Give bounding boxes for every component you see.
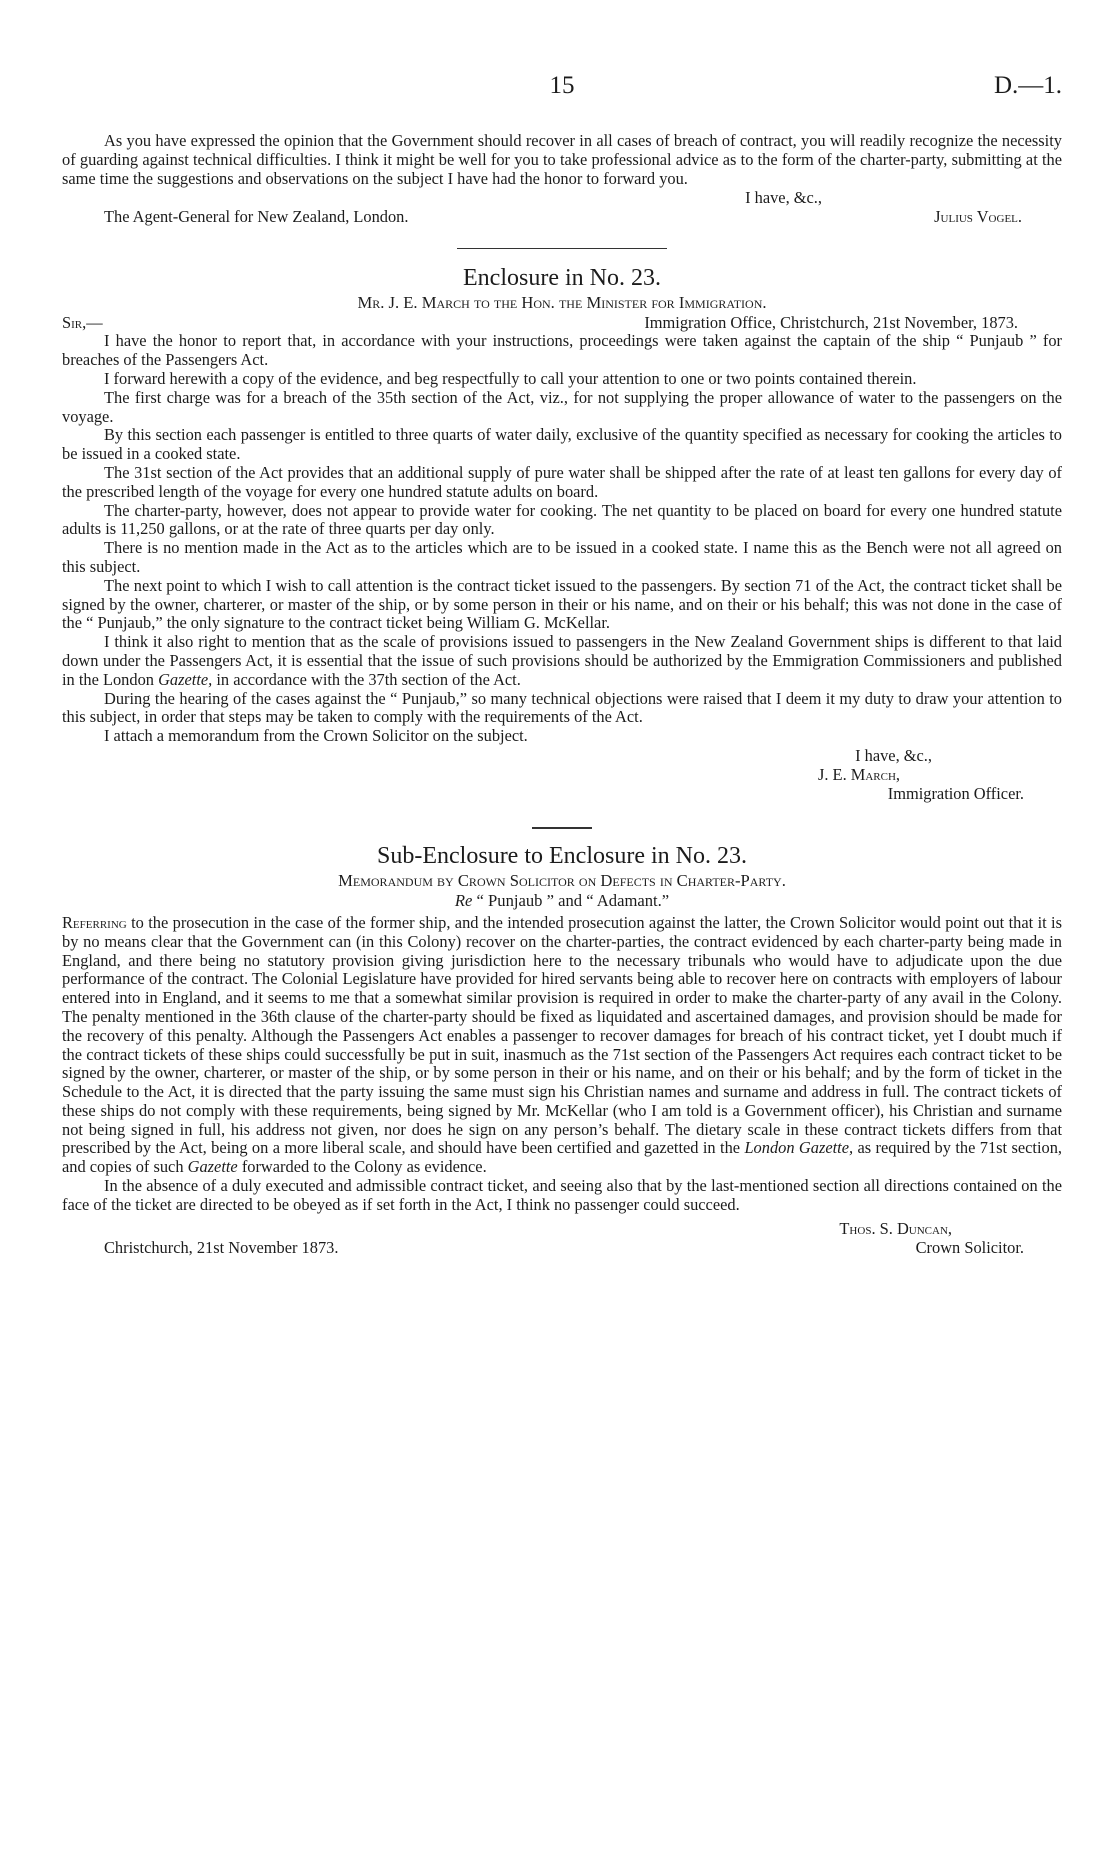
memorandum-place-date: Christchurch, 21st November 1873. — [104, 1237, 339, 1257]
enclosure-paragraph: By this section each passenger is entitled to three quarts of water daily, exclusive of the quantity specified as necessary for cooking the articles to be issued in a cooked state. — [62, 425, 1062, 464]
section-divider — [532, 827, 592, 829]
memorandum-paragraph: In the absence of a duly executed and admissible contract ticket, and seeing also that by the last-mentioned section all directions contained on the face of the ticket are directed to be obeyed as if set forth in the Act, I think no passenger could succeed. — [62, 1176, 1062, 1214]
intro-signature-row — [62, 207, 1062, 226]
memorandum-text: to the prosecution in the case of the former ship, and the intended prosecution against the latter, the Crown Solicitor would point out that it is by no means clear that the Government can (in this Colony) recover on the charter-parties, the contract evidenced by each charter-party being made in England, and there being no statutory provision giving jurisdiction here to the necessary tribunals who would have to adjudicate upon the due performance of the contract. The Colonial Legislature have provided for hired servants being able to recover here on contracts with employers of labour entered into in England, and it seems to me that a somewhat similar provision is required in order to make the charter-party of any avail in the Colony. The penalty mentioned in the 36th clause of the charter-party should be fixed as liquidated and ascertained damages, and provision should be made for the recovery of this penalty. Although the Passengers Act enables a passenger to recover damages for breach of his contract ticket, yet I doubt much if the contract tickets of these ships could successfully be put in suit, inasmuch as the 71st section of the Passengers Act requires each contract ticket to be signed by the owner, charterer, or master of the ship, or by some person in their or his name, and on their or his behalf; and by the form of ticket in the Schedule to the Act, it is directed that the party issuing the same must sign his Christian names and surname and address in full. The contract tickets of these ships do not comply with these requirements, being signed by Mr. McKellar (who I am told is a Government officer), his Christian and surname not being signed in full, his address not given, nor does he sign on any person’s behalf. The dietary scale in these contract tickets differs from that prescribed by the Act, being on a more liberal scale, and should have been certified and gazetted in the — [62, 912, 1062, 1158]
enclosure-salutation: Sir,— — [62, 313, 103, 333]
enclosure-paragraph: I have the honor to report that, in accordance with your instructions, proceedings were taken against the captain of the ship “ Punjaub ” for breaches of the Passengers Act. — [62, 331, 1062, 370]
gazette-italic: Gazette, — [158, 669, 213, 689]
enclosure-paragraph: There is no mention made in the Act as to the articles which are to be issued in a cooked state. I name this as the Bench were not all agreed on this subject. — [62, 538, 1062, 576]
enclosure-paragraph-tail: in accordance with the 37th section of the Act. — [212, 669, 521, 689]
memorandum-text: as required by the 71st section, and copies of such — [62, 1138, 1062, 1177]
document-page — [62, 72, 1062, 1257]
enclosure-paragraph: During the hearing of the cases against the “ Punjaub,” so many technical objections were raised that I deem it my duty to draw your attention to this subject, in order that steps may be taken to comply with the requirements of the Act. — [62, 688, 1062, 727]
intro-addressee: The Agent-General for New Zealand, London. — [104, 207, 409, 227]
enclosure-paragraph: The next point to which I wish to call attention is the contract ticket issued to the passengers. By section 71 of the Act, the contract ticket shall be signed by the owner, charterer, or master of the ship, or by some person in their or his name, and on their or his behalf; this was not done in the case of the “ Punjaub,” the only signature to the contract ticket being William G. McKellar. — [62, 575, 1062, 633]
intro-closing: I have, &c., — [745, 188, 822, 208]
enclosure-paragraph: I forward herewith a copy of the evidence, and beg respectfully to call your attention to one or two points contained therein. — [104, 368, 917, 388]
enclosure-paragraph-gazette — [62, 633, 1062, 689]
sub-enclosure-title: Sub-Enclosure to Enclosure in No. 23. — [377, 842, 747, 869]
memorandum-signature-title: Crown Solicitor. — [915, 1237, 1024, 1257]
re-text: “ Punjaub ” and “ Adamant.” — [472, 890, 670, 910]
london-gazette-italic: London Gazette, — [744, 1138, 854, 1158]
enclosure-paragraph: The first charge was for a breach of the 35th section of the Act, viz., for not supplying the proper allowance of water to the passengers on the voyage. — [62, 387, 1062, 426]
sub-enclosure-subtitle: Memorandum by Crown Solicitor on Defects in Charter-Party. — [338, 870, 786, 890]
re-label: Re — [454, 890, 473, 910]
sub-enclosure-re-line — [62, 891, 1062, 911]
memorandum-signature-row — [62, 1238, 1062, 1257]
page-number: 15 — [549, 72, 575, 99]
memorandum-signature: Thos. S. Duncan, — [839, 1218, 952, 1238]
enclosure-signature: J. E. March, — [817, 764, 900, 784]
intro-signature: Julius Vogel. — [934, 207, 1022, 227]
memorandum-text: forwarded to the Colony as evidence. — [237, 1157, 487, 1177]
enclosure-address-date: Immigration Office, Christchurch, 21st November, 1873. — [644, 313, 1018, 333]
enclosure-paragraph: The 31st section of the Act provides that an additional supply of pure water shall be shipped after the rate of at least ten gallons for every day of the prescribed length of the voyage for every one hundred statute adults on board. — [62, 462, 1062, 501]
enclosure-closing: I have, &c., — [855, 745, 932, 765]
memorandum-lead-word: Referring — [62, 912, 127, 932]
enclosure-title: Enclosure in No. 23. — [463, 265, 661, 292]
enclosure-signature-title: Immigration Officer. — [887, 783, 1024, 803]
intro-paragraph: As you have expressed the opinion that the Government should recover in all cases of breach of contract, you will readily recognize the necessity of guarding against technical difficulties. I think it might be well for you to take professional advice as to the form of the charter-party, submitting at the same time the suggestions and observations on the subject I have had the honor to forward you. — [62, 131, 1062, 188]
enclosure-paragraph: The charter-party, however, does not appear to provide water for cooking. The net quantity to be placed on board for every one hundred statute adults is 11,250 gallons, or at the rate of three quarts per day only. — [62, 500, 1062, 539]
section-divider — [457, 248, 667, 249]
document-reference: D.—1. — [993, 72, 1062, 99]
gazette-italic: Gazette — [187, 1157, 238, 1177]
memorandum-paragraph — [62, 914, 1062, 1177]
enclosure-subtitle: Mr. J. E. March to the Hon. the Minister for Immigration. — [357, 293, 767, 313]
enclosure-heading-row — [62, 313, 1062, 332]
enclosure-paragraph: I attach a memorandum from the Crown Solicitor on the subject. — [104, 726, 528, 746]
page-header — [62, 72, 1062, 112]
enclosure-paragraph-text: I think it also right to mention that as the scale of provisions issued to passengers in the New Zealand Government ships is different to that laid down under the Passengers Act, it is essential that the issue of such provisions should be authorized by the Emmigration Commissioners and published in the London — [62, 632, 1062, 689]
